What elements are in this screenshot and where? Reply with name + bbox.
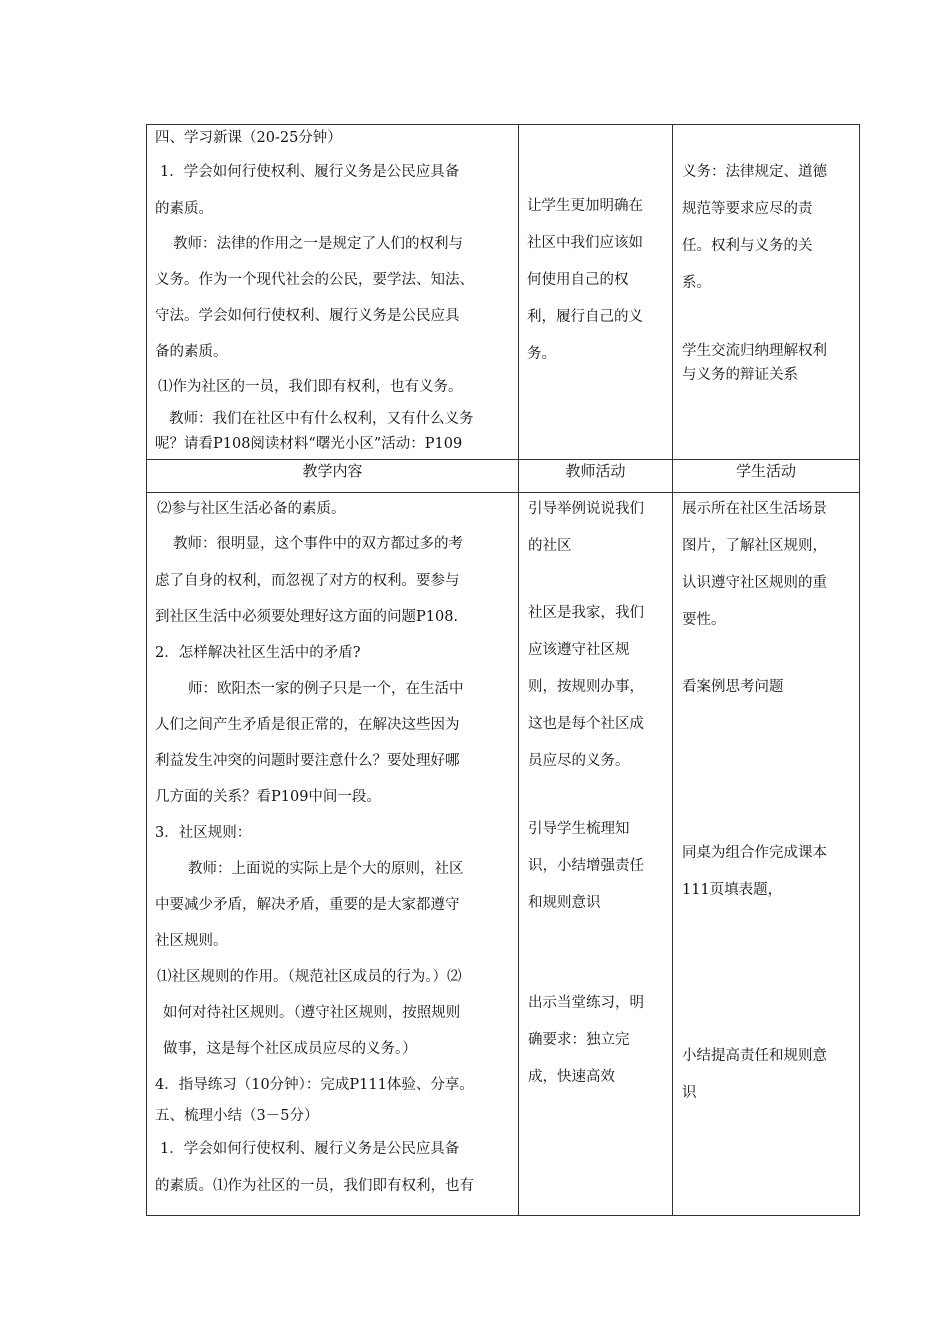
cell-teacher-bottom <box>519 493 673 1216</box>
text-line: 3．社区规则： <box>155 825 252 841</box>
header-content: 教学内容 <box>147 460 519 493</box>
text-line: 111页填表题， <box>682 882 783 898</box>
text-line: 4．指导练习（10分钟）：完成P111体验、分享。 <box>155 1077 474 1093</box>
text-line: 利，履行自己的义 <box>527 309 643 325</box>
text-line: 识 <box>682 1085 697 1101</box>
text-line: 如何对待社区规则。（遵守社区规则，按照规则 <box>163 1005 461 1021</box>
text-line: 同桌为组合作完成课本 <box>682 845 827 861</box>
text-line: 系。 <box>682 275 711 291</box>
text-line: 呢？请看P108阅读材料“曙光小区”活动：P109 <box>155 436 463 452</box>
text-line: 规范等要求应尽的责 <box>682 201 813 217</box>
text-line: 何使用自己的权 <box>527 272 629 288</box>
text-line: 学生交流归纳理解权利 <box>682 343 827 359</box>
text-line: 义务。作为一个现代社会的公民，要学法、知法、 <box>155 272 474 288</box>
text-line: 和规则意识 <box>528 895 601 911</box>
text-line: 社区是我家，我们 <box>528 605 644 621</box>
header-student-activity: 学生活动 <box>673 460 860 493</box>
header-teacher-activity: 教师活动 <box>519 460 673 493</box>
text-line: 的素质。⑴作为社区的一员，我们即有权利，也有 <box>155 1178 474 1194</box>
text-line: 展示所在社区生活场景 <box>682 501 827 517</box>
cell-student-top <box>673 125 860 460</box>
text-line: 识，小结增强责任 <box>528 858 644 874</box>
text-line: 备的素质。 <box>155 344 228 360</box>
text-line: ⑴社区规则的作用。（规范社区成员的行为。）⑵ <box>157 969 462 985</box>
text-line: 义务：法律规定、道德 <box>682 164 827 180</box>
text-line: 引导举例说说我们 <box>528 501 644 517</box>
lesson-plan-table <box>146 124 860 1216</box>
text-line: 员应尽的义务。 <box>528 753 630 769</box>
text-line: 虑了自身的权利，而忽视了对方的权利。要参与 <box>155 573 460 589</box>
text-line: 任。权利与义务的关 <box>682 238 813 254</box>
text-line: 几方面的关系？看P109中间一段。 <box>155 789 381 805</box>
text-line: 小结提高责任和规则意 <box>682 1048 827 1064</box>
text-line: 到社区生活中必须要处理好这方面的问题P108. <box>155 609 459 625</box>
text-line: 2．怎样解决社区生活中的矛盾? <box>155 645 361 661</box>
text-line: 四、学习新课（20-25分钟） <box>155 130 342 146</box>
text-line: 看案例思考问题 <box>682 679 784 695</box>
cell-content-top <box>147 125 519 460</box>
text-line: 让学生更加明确在 <box>527 198 643 214</box>
text-line: 图片，了解社区规则， <box>682 538 827 554</box>
table-header-row <box>147 460 860 493</box>
text-line: 应该遵守社区规 <box>528 642 630 658</box>
cell-student-bottom <box>673 493 860 1216</box>
text-line: 教师：很明显，这个事件中的双方都过多的考 <box>173 536 463 552</box>
text-line: 确要求：独立完 <box>528 1032 630 1048</box>
text-line: 利益发生冲突的问题时要注意什么？要处理好哪 <box>155 753 460 769</box>
text-line: 认识遵守社区规则的重 <box>682 575 827 591</box>
text-line: 引导学生梳理知 <box>528 821 630 837</box>
text-line: 师：欧阳杰一家的例子只是一个，在生活中 <box>188 681 464 697</box>
table-row-new-lesson <box>147 125 860 460</box>
text-line: 教师：法律的作用之一是规定了人们的权利与 <box>173 236 463 252</box>
cell-teacher-top <box>519 125 673 460</box>
text-line: 的社区 <box>528 538 572 554</box>
cell-content-bottom <box>147 493 519 1216</box>
text-line: 社区中我们应该如 <box>527 235 643 251</box>
text-line: 的素质。 <box>155 201 213 217</box>
text-line: 中要减少矛盾，解决矛盾，重要的是大家都遵守 <box>155 897 460 913</box>
text-line: 教师：我们在社区中有什么权利，又有什么义务 <box>169 411 474 427</box>
text-line: 做事，这是每个社区成员应尽的义务。） <box>163 1041 417 1057</box>
text-line: 要性。 <box>682 612 726 628</box>
text-line: ⑵参与社区生活必备的素质。 <box>157 501 346 517</box>
text-line: 出示当堂练习，明 <box>528 995 644 1011</box>
text-line: 教师：上面说的实际上是个大的原则，社区 <box>188 861 464 877</box>
text-line: 1．学会如何行使权利、履行义务是公民应具备 <box>160 1141 460 1157</box>
table-row-community <box>147 493 860 1216</box>
text-line: 1．学会如何行使权利、履行义务是公民应具备 <box>160 164 460 180</box>
text-line: 则，按规则办事， <box>528 679 644 695</box>
text-line: ⑴作为社区的一员，我们即有权利，也有义务。 <box>158 379 463 395</box>
text-line: 与义务的辩证关系 <box>682 367 798 383</box>
text-line: 守法。学会如何行使权利、履行义务是公民应具 <box>155 308 460 324</box>
text-line: 这也是每个社区成 <box>528 716 644 732</box>
text-line: 成，快速高效 <box>528 1069 615 1085</box>
text-line: 五、梳理小结（3－5分） <box>155 1108 319 1124</box>
text-line: 务。 <box>527 346 556 362</box>
text-line: 人们之间产生矛盾是很正常的，在解决这些因为 <box>155 717 460 733</box>
text-line: 社区规则。 <box>155 933 228 949</box>
